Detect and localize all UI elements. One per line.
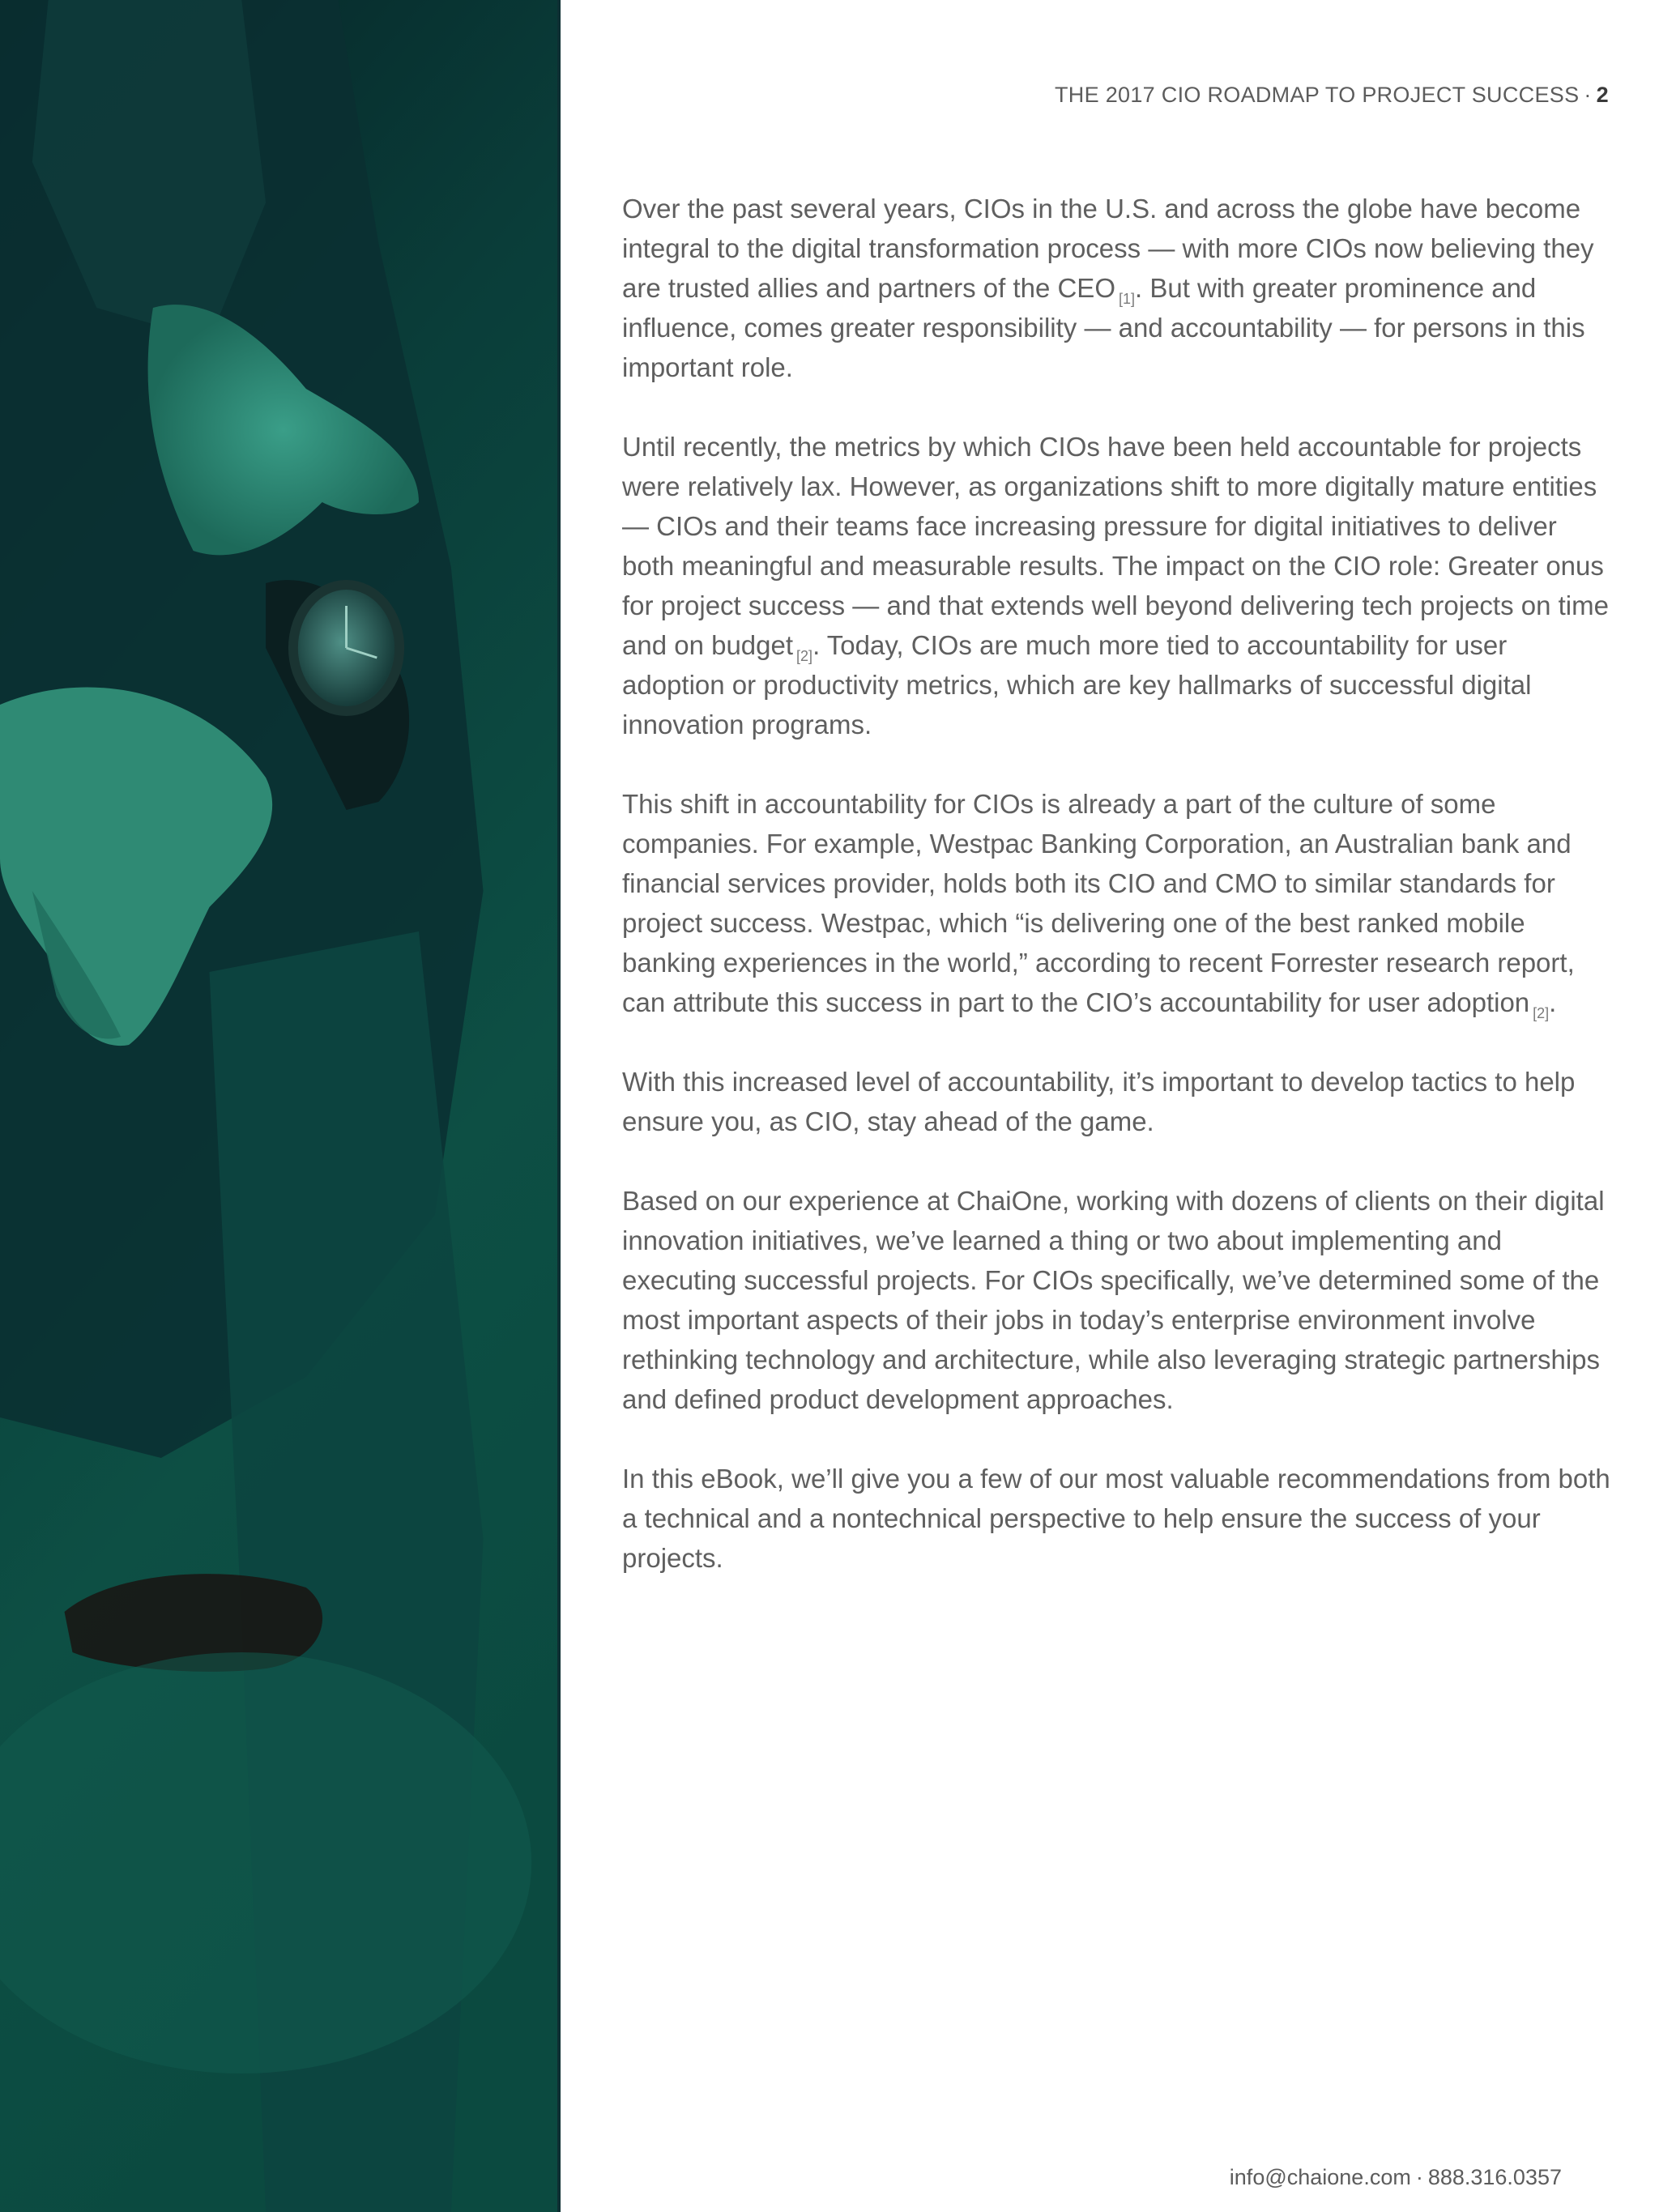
paragraph-text: Until recently, the metrics by which CIOs have been held accountable for projects were relatively lax. However, as organizations shift to more digitally mature entities — CIOs and their teams face increasing pressure for digital initiatives to deliver both meaningful and measurable results. The impact on the CIO role: Greater onus for project success — and that extends well beyond delivering tech projects on time and on budget <box>622 432 1609 660</box>
paragraph-tactics: With this increased level of accountability, it’s important to develop tactics to help ensure you, as CIO, stay ahead of the game. <box>622 1067 1576 1136</box>
contact-phone: 888.316.0357 <box>1427 2165 1562 2189</box>
paragraph-metrics <box>622 427 1612 744</box>
paragraph-text: Over the past several years, CIOs in the U.S. and across the globe have become integral to the digital transformation process — with more CIOs now believing they are trusted allies and partners of the CEO <box>622 194 1594 303</box>
paragraph-text: . But with greater prominence and influence, comes greater responsibility — and accountability — for persons in this important role. <box>622 273 1585 382</box>
paragraph-experience: Based on our experience at ChaiOne, working with dozens of clients on their digital innovation initiatives, we’ve learned a thing or two about implementing and executing successful projects. For CIOs specifically, we’ve determined some of the most important aspects of their jobs in today’s enterprise environment involve rethinking technology and architecture, while also leveraging strategic partnerships and defined product development approaches. <box>622 1186 1605 1414</box>
footer-separator: · <box>1415 2165 1423 2189</box>
paragraph-intro <box>622 189 1612 387</box>
paragraph-text: . Today, CIOs are much more tied to accountability for user adoption or productivity metrics, which are key hallmarks of successful digital innovation programs. <box>622 630 1532 739</box>
citation-reference: [1] <box>1119 291 1136 307</box>
paragraph-text: This shift in accountability for CIOs is already a part of the culture of some companies. For example, Westpac Banking Corporation, an Australian bank and financial services provider, holds both its CIO and CMO to similar standards for project success. Westpac, which “is delivering one of the best ranked mobile banking experiences in the world,” according to recent Forrester research report, can attribute this success in part to the CIO’s accountability for user adoption <box>622 789 1575 1017</box>
paragraph-text: . <box>1549 987 1557 1017</box>
document-title: THE 2017 CIO ROADMAP TO PROJECT SUCCESS <box>1055 83 1580 107</box>
header-separator: · <box>1584 83 1592 107</box>
page-header <box>1055 83 1609 108</box>
cover-photo <box>0 0 561 2212</box>
paragraph-ebook-intro: In this eBook, we’ll give you a few of our most valuable recommendations from both a technical and a nontechnical perspective to help ensure the success of your projects. <box>622 1464 1610 1573</box>
citation-reference: [2] <box>796 648 813 664</box>
page-footer <box>1230 2165 1562 2190</box>
citation-reference: [2] <box>1533 1005 1550 1021</box>
page-number: 2 <box>1596 83 1609 107</box>
contact-email: info@chaione.com <box>1229 2165 1411 2189</box>
businessman-wristwatch-photo-icon <box>0 0 557 2212</box>
paragraph-westpac <box>622 784 1612 1022</box>
body-text <box>622 189 1612 1617</box>
